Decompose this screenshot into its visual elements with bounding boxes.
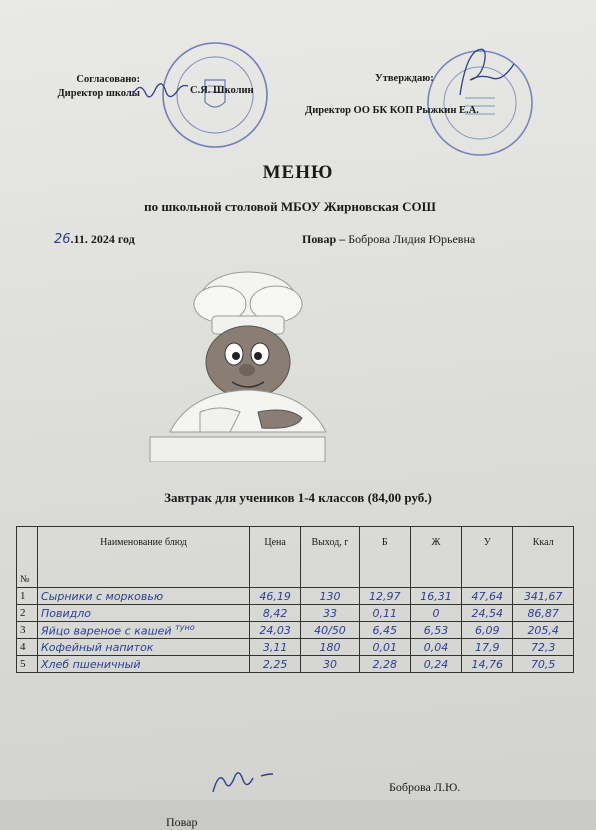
table-row xyxy=(17,639,574,656)
dish-name xyxy=(38,622,250,639)
dish-name-text: Яйцо вареное с кашей xyxy=(41,624,172,638)
dish-kcal: 205,4 xyxy=(513,622,574,639)
dish-protein: 0,11 xyxy=(359,605,410,622)
row-num: 3 xyxy=(17,622,38,639)
date-rest: .11. 2024 год xyxy=(70,232,135,246)
dish-kcal: 70,5 xyxy=(513,656,574,673)
cook-line xyxy=(302,232,475,247)
dish-carbs: 6,09 xyxy=(462,622,513,639)
dish-price: 46,19 xyxy=(250,588,301,605)
dish-carbs: 47,64 xyxy=(462,588,513,605)
meal-title: Завтрак для учеников 1-4 классов (84,00 руб.) xyxy=(164,490,432,505)
dish-name: Хлеб пшеничный xyxy=(38,656,250,673)
col-weight: Выход, г xyxy=(301,527,359,588)
date-day-handwritten: 26 xyxy=(54,232,71,247)
table-row xyxy=(17,622,574,639)
dish-fat: 16,31 xyxy=(410,588,461,605)
approve-role: Директор ОО БК КОП Рыжкин Е.А. xyxy=(305,105,479,116)
dish-weight: 130 xyxy=(301,588,359,605)
cook-signature xyxy=(205,768,285,798)
dish-name: Повидло xyxy=(38,605,250,622)
dish-carbs: 14,76 xyxy=(462,656,513,673)
table-header-row xyxy=(17,527,574,588)
dish-fat: 0,04 xyxy=(410,639,461,656)
dish-kcal: 86,87 xyxy=(513,605,574,622)
col-price: Цена xyxy=(250,527,301,588)
dish-price: 8,42 xyxy=(250,605,301,622)
dish-price: 2,25 xyxy=(250,656,301,673)
dish-fat: 0,24 xyxy=(410,656,461,673)
approve-label: Утверждаю: xyxy=(375,73,434,84)
agreed-label: Согласовано: xyxy=(76,74,140,85)
dish-protein: 2,28 xyxy=(359,656,410,673)
dish-fat: 0 xyxy=(410,605,461,622)
page-title: МЕНЮ xyxy=(262,162,334,183)
director-signature xyxy=(130,78,190,104)
dish-weight: 180 xyxy=(301,639,359,656)
chef-illustration xyxy=(140,262,340,462)
cook-label: Повар – xyxy=(302,232,346,246)
table-row xyxy=(17,656,574,673)
dish-kcal: 72,3 xyxy=(513,639,574,656)
row-num: 1 xyxy=(17,588,38,605)
dish-name: Сырники с морковью xyxy=(38,588,250,605)
dish-protein: 0,01 xyxy=(359,639,410,656)
table-row xyxy=(17,588,574,605)
footer-cook-name: Боброва Л.Ю. xyxy=(389,780,461,794)
dish-weight: 40/50 xyxy=(301,622,359,639)
row-num: 4 xyxy=(17,639,38,656)
dish-weight: 33 xyxy=(301,605,359,622)
dish-protein: 12,97 xyxy=(359,588,410,605)
col-kcal: Ккал xyxy=(513,527,574,588)
table-row xyxy=(17,605,574,622)
col-num: № xyxy=(17,527,38,588)
col-name: Наименование блюд xyxy=(38,527,250,588)
agreed-signer: С.Я. Школин xyxy=(190,85,254,96)
approver-signature xyxy=(440,40,530,100)
dish-name: Кофейный напиток xyxy=(38,639,250,656)
row-num: 5 xyxy=(17,656,38,673)
dish-carbs: 24,54 xyxy=(462,605,513,622)
col-carbs: У xyxy=(462,527,513,588)
dish-name-note: туно xyxy=(175,622,195,632)
dish-price: 3,11 xyxy=(250,639,301,656)
menu-table xyxy=(16,526,574,673)
dish-carbs: 17,9 xyxy=(462,639,513,656)
agreed-block xyxy=(48,73,140,101)
menu-date xyxy=(54,232,135,247)
agreed-role: Директор школы xyxy=(57,88,140,99)
cook-name: Боброва Лидия Юрьевна xyxy=(348,232,476,246)
col-protein: Б xyxy=(359,527,410,588)
dish-weight: 30 xyxy=(301,656,359,673)
row-num: 2 xyxy=(17,605,38,622)
footer-cook-label: Повар xyxy=(166,815,198,829)
dish-price: 24,03 xyxy=(250,622,301,639)
col-fat: Ж xyxy=(410,527,461,588)
dish-kcal: 341,67 xyxy=(513,588,574,605)
dish-protein: 6,45 xyxy=(359,622,410,639)
dish-fat: 6,53 xyxy=(410,622,461,639)
page-subtitle: по школьной столовой МБОУ Жирновская СОШ xyxy=(144,199,436,214)
